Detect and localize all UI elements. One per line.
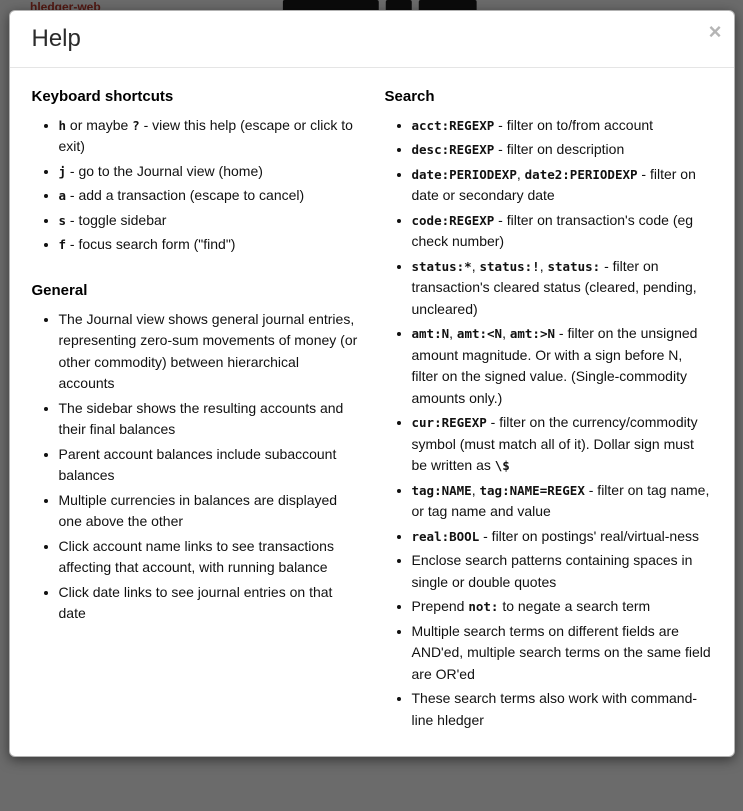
code-span: real:BOOL (411, 528, 480, 544)
list-item: • desc:REGEXP - filter on description (412, 139, 712, 161)
list-item: • The sidebar shows the resulting accounts and their final balances (59, 398, 359, 441)
right-column (385, 88, 712, 735)
code-span: amt:N (411, 326, 450, 342)
list-item: • date:PERIODEXP, date2:PERIODEXP - filter on date or secondary date (412, 164, 712, 207)
list-item: • Enclose search patterns containing spaces in single or double quotes (412, 550, 712, 593)
list-item: • Click date links to see journal entries on that date (59, 582, 359, 625)
code-span: amt:<N (456, 326, 503, 342)
list-item: • code:REGEXP - filter on transaction's code (eg check number) (412, 210, 712, 253)
list-item: • The Journal view shows general journal entries, representing zero-sum movements of money (or other commodity) between hierarchical accounts (59, 309, 359, 395)
section-heading: Search (384, 87, 435, 105)
code-span: acct:REGEXP (411, 117, 495, 133)
help-modal (9, 10, 735, 757)
section-heading: Keyboard shortcuts (31, 87, 174, 105)
code-span: not: (468, 599, 499, 615)
code-span: h (58, 117, 67, 133)
code-span: f (58, 237, 67, 253)
list-item: • acct:REGEXP - filter on to/from account (412, 115, 712, 137)
modal-title: Help (31, 25, 81, 52)
code-span: date2:PERIODEXP (524, 166, 638, 182)
code-span: a (58, 188, 67, 204)
list-item: • s - toggle sidebar (59, 210, 359, 232)
left-column (32, 88, 359, 735)
code-span: status:* (411, 258, 472, 274)
list-item: • j - go to the Journal view (home) (59, 161, 359, 183)
close-icon[interactable]: × (708, 19, 722, 44)
code-span: ? (132, 117, 140, 133)
code-span: \$ (494, 458, 510, 474)
modal-body (10, 68, 734, 757)
list-item: • These search terms also work with command-line hledger (412, 688, 712, 731)
help-list (32, 309, 359, 625)
list-item: • Multiple search terms on different fields are AND'ed, multiple search terms on the same field are OR'ed (412, 621, 712, 686)
list-item: • Prepend not: to negate a search term (412, 596, 712, 618)
code-span: tag:NAME=REGEX (479, 482, 585, 498)
list-item: • Parent account balances include subaccount balances (59, 444, 359, 487)
list-item: • h or maybe ? - view this help (escape or click to exit) (59, 115, 359, 158)
list-item: • cur:REGEXP - filter on the currency/commodity symbol (must match all of it). Dollar sign must be written as \$ (412, 412, 712, 477)
code-span: cur:REGEXP (411, 415, 487, 431)
code-span: status: (547, 258, 601, 274)
section-heading: General (31, 281, 88, 299)
code-span: date:PERIODEXP (411, 166, 517, 182)
list-item: • amt:N, amt:<N, amt:>N - filter on the unsigned amount magnitude. Or with a sign before N, filter on the signed value. (Single-commodity amounts only.) (412, 323, 712, 409)
code-span: tag:NAME (411, 482, 472, 498)
list-item: • a - add a transaction (escape to cancel) (59, 185, 359, 207)
list-item: • status:*, status:!, status: - filter on transaction's cleared status (cleared, pending, uncleared) (412, 256, 712, 321)
list-item: • real:BOOL - filter on postings' real/virtual-ness (412, 526, 712, 548)
help-list (32, 115, 359, 256)
code-span: desc:REGEXP (411, 142, 495, 158)
modal-header (10, 11, 734, 68)
list-item: • Click account name links to see transactions affecting that account, with running balance (59, 536, 359, 579)
list-item: • Multiple currencies in balances are displayed one above the other (59, 490, 359, 533)
code-span: amt:>N (509, 326, 556, 342)
code-span: j (58, 163, 67, 179)
help-list (385, 115, 712, 732)
code-span: s (58, 212, 67, 228)
list-item: • f - focus search form ("find") (59, 234, 359, 256)
list-item: • tag:NAME, tag:NAME=REGEX - filter on tag name, or tag name and value (412, 480, 712, 523)
code-span: status:! (479, 258, 540, 274)
code-span: code:REGEXP (411, 212, 495, 228)
